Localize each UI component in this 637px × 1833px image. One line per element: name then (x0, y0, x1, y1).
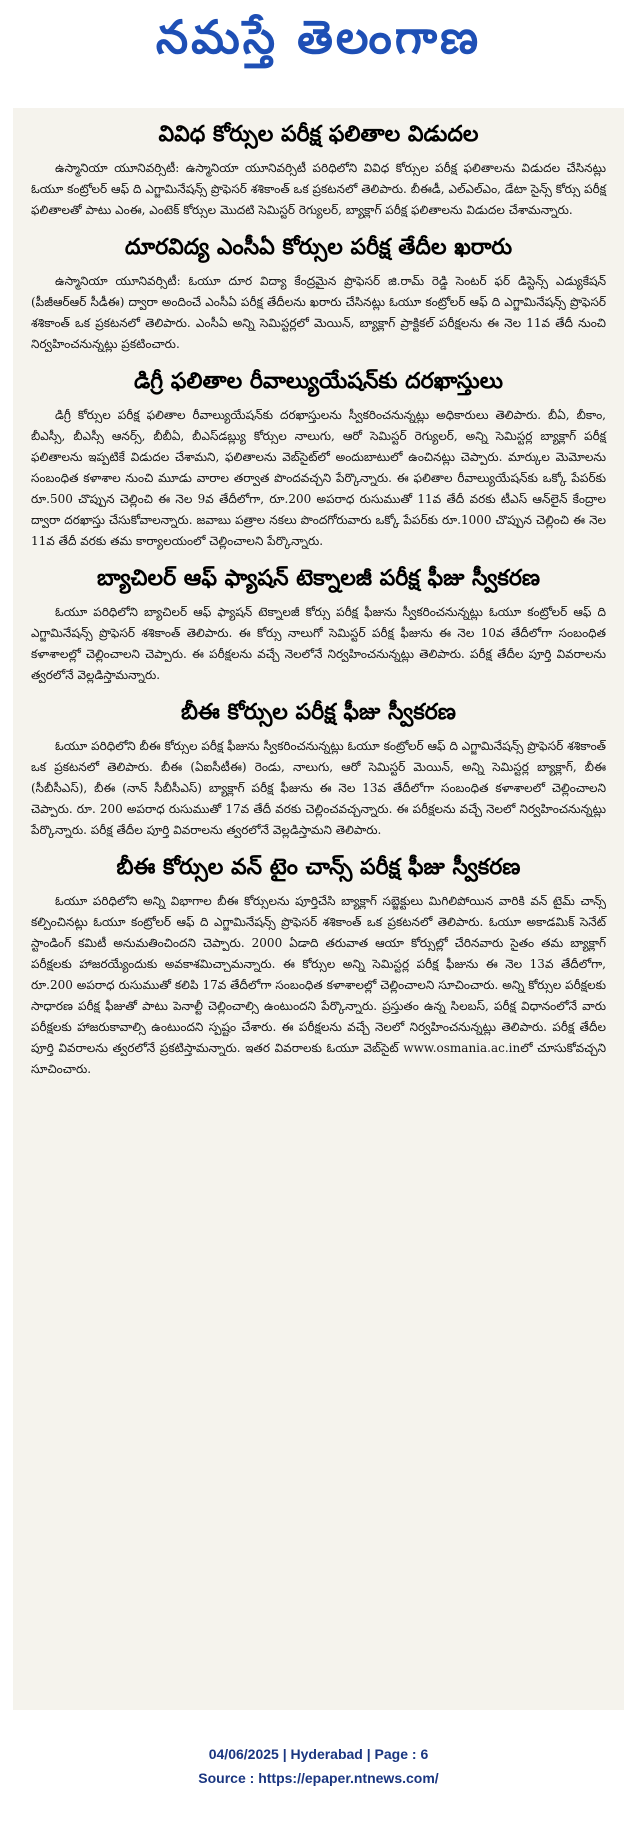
article-headline: దూరవిద్య ఎంసీఏ కోర్సుల పరీక్ష తేదీల ఖరారు (124, 235, 513, 260)
article (13, 233, 624, 355)
article-body: ఉస్మానియా యూనివర్సిటీ: ఓయూ దూర విద్యా కేంద్రమైన ప్రొఫెసర్ జి.రామ్ రెడ్డి సెంటర్ ఫర్ డిస్టెన్స్ ఎడ్యుకేషన్ (పీజీఆర్ఆర్ సీడీఈ) ద్వారా అందించే ఎంసీఏ పరీక్ష తేదీలను ఖరారు చేసినట్లు ఓయూ కంట్రోలర్ ఆఫ్ ది ఎగ్జామినేషన్స్ ప్రొఫెసర్ శశికాంత్ ఒక ప్రకటనలో తెలిపారు. ఎంసీఏ అన్ని సెమిస్టర్లలో మెయిన్, బ్యాక్లాగ్ ప్రాక్టికల్ పరీక్షలను ఈ నెల 11వ తేదీ నుంచి నిర్వహించనున్నట్లు ప్రకటించారు. (31, 274, 606, 351)
article-headline: వివిధ కోర్సుల పరీక్ష ఫలితాల విడుదల (158, 122, 479, 147)
article-headline: బీఈ కోర్సుల వన్ టైం చాన్స్ పరీక్ష ఫీజు స్వీకరణ (116, 855, 521, 880)
article-body: ఓయూ పరిధిలోని బీఈ కోర్సుల పరీక్ష ఫీజును స్వీకరించనున్నట్లు ఓయూ కంట్రోలర్ ఆఫ్ ది ఎగ్జామినేషన్స్ ప్రొఫెసర్ శశికాంత్ ఒక ప్రకటనలో తెలిపారు. బీఈ (ఏఐసీటీఈ) రెండు, నాలుగు, ఆరో సెమిస్టర్ మెయిన్, అన్ని సెమిస్టర్ల బ్యాక్లాగ్, బీఈ (సీబీసీఎస్), బీఈ (నాన్ సీబీసీఎస్) బ్యాక్లాగ్ పరీక్ష ఫీజును ఈ నెల 13వ తేదీలోగా సంబంధిత కళాశాలలో చెల్లించాలని చెప్పారు. రూ. 200 అపరాధ రుసుముతో 17వ తేదీ వరకు చెల్లించవచ్చన్నారు. ఈ పరీక్షలను వచ్చే నెలలో నిర్వహించనున్నట్లు పేర్కొన్నారు. పరీక్ష తేదీల పూర్తి వివరాలను త్వరలోనే వెల్లడిస్తామని తెలిపారు. (31, 739, 606, 837)
source-link[interactable]: Source : https://epaper.ntnews.com/ (198, 1770, 439, 1786)
article-body: ఓయూ పరిధిలోని బ్యాచిలర్ ఆఫ్ ఫ్యాషన్ టెక్నాలజీ కోర్సు పరీక్ష ఫీజును స్వీకరించనున్నట్లు ఓయూ కంట్రోలర్ ఆఫ్ ది ఎగ్జామినేషన్స్ ప్రొఫెసర్ శశికాంత్ తెలిపారు. ఈ కోర్సు నాలుగో సెమిస్టర్ పరీక్ష ఫీజును ఈ నెల 10వ తేదీలోగా సంబంధిత కళాశాలల్లో చెల్లించాలని చెప్పారు. ఈ పరీక్షలను వచ్చే నెలలోనే నిర్వహించనున్నట్లు తెలిపారు. పరీక్ష తేదీల పూర్తి వివరాలను త్వరలోనే వెల్లడిస్తామన్నారు. (31, 605, 606, 682)
article (13, 564, 624, 686)
article (13, 698, 624, 841)
article (13, 120, 624, 221)
article-headline: డిగ్రీ ఫలితాల రీవాల్యుయేషన్‌కు దరఖాస్తులు (133, 369, 504, 394)
article-body: ఓయూ పరిధిలోని అన్ని విభాగాల బీఈ కోర్సులను పూర్తిచేసి బ్యాక్లాగ్ సబ్జెక్టులు మిగిలిపోయిన వారికి వన్ టైమ్ చాన్స్ కల్పించినట్లు ఓయూ కంట్రోలర్ ఆఫ్ ది ఎగ్జామినేషన్స్ ప్రొఫెసర్ శశికాంత్ ఒక ప్రకటనలో తెలిపారు. ఓయూ అకాడమిక్ సెనేట్ స్టాండింగ్ కమిటీ అనుమతించిందని చెప్పారు. 2000 ఏడాది తరువాత ఆయా కోర్సుల్లో చేరినవారు సైతం తమ బ్యాక్లాగ్ పరీక్షలకు హాజరయ్యేందుకు అవకాశమిచ్చామన్నారు. ఈ కోర్సుల అన్ని సెమిస్టర్ల పరీక్ష ఫీజును ఈ నెల 13వ తేదీలోగా, రూ.200 అపరాధ రుసుముతో కలిపి 17వ తేదీలోగా సంబంధిత కళాశాలల్లో చెల్లించాలని సూచించారు. అన్ని కోర్సుల పరీక్షలకు సాధారణ పరీక్ష ఫీజుతో పాటు పెనాల్టీ చెల్లించాల్సి ఉంటుందని పేర్కొన్నారు. ప్రస్తుతం ఉన్న సిలబస్, పరీక్ష విధానంలోనే వారు పరీక్షలకు హాజరుకావాల్సి ఉంటుందని స్పష్టం చేశారు. ఈ పరీక్షలను వచ్చే నెలలో నిర్వహించనున్నట్లు తెలిపారు. పరీక్ష తేదీల పూర్తి వివరాలను త్వరలోనే ప్రకటిస్తామన్నారు. ఇతర వివరాలకు ఓయూ వెబ్‌సైట్ www.osmania.ac.inలో చూసుకోవచ్చని సూచించారు. (31, 894, 606, 1076)
newspaper-logo: నమస్తే తెలంగాణ (155, 10, 482, 64)
publication-meta: 04/06/2025 | Hyderabad | Page : 6 (208, 1746, 429, 1762)
news-clipping (13, 108, 624, 1710)
masthead (0, 0, 637, 100)
article-body: డిగ్రీ కోర్సుల పరీక్ష ఫలితాల రీవాల్యుయేషన్‌కు దరఖాస్తులను స్వీకరించనున్నట్లు అధికారులు తెలిపారు. బీఏ, బీకాం, బీఎస్సీ, బీఎస్సీ ఆనర్స్, బీబీఏ, బీఎస్‌డబ్ల్యు కోర్సుల నాలుగు, ఆరో సెమిస్టర్ రెగ్యులర్, అన్ని సెమిస్టర్ల బ్యాక్లాగ్ పరీక్ష ఫలితాలను ఇప్పటికే విడుదల చేశామని, ఫలితాలను వెబ్‌సైట్‌లో అందుబాటులో ఉంచినట్లు చెప్పారు. మార్కుల మెమోలను సంబంధిత కళాశాల నుంచి మూడు వారాల తర్వాత పొందవచ్చని పేర్కొన్నారు. ఈ ఫలితాల రీవాల్యుయేషన్‌కు ఒక్కో పేపర్‌కు రూ.500 చొప్పున చెల్లించి ఈ నెల 9వ తేదీలోగా, రూ.200 అపరాధ రుసుముతో 11వ తేదీ వరకు టీఎస్ ఆన్‌లైన్ కేంద్రాల ద్వారా దరఖాస్తు చేసుకోవాలన్నారు. జవాబు పత్రాల నకలు పొందగోరువారు ఒక్కో పేపర్‌కు రూ.1000 చొప్పున చెల్లించి ఈ నెల 11వ తేదీ వరకు తమ కార్యాలయంలో చెల్లించాలని పేర్కొన్నారు. (31, 408, 606, 548)
article (13, 853, 624, 1080)
article-headline: బీఈ కోర్సుల పరీక్ష ఫీజు స్వీకరణ (181, 700, 456, 725)
article-headline: బ్యాచిలర్ ఆఫ్ ఫ్యాషన్ టెక్నాలజీ పరీక్ష ఫీజు స్వీకరణ (96, 566, 541, 591)
article-body: ఉస్మానియా యూనివర్సిటీ: ఉస్మానియా యూనివర్సిటీ పరిధిలోని వివిధ కోర్సుల పరీక్ష ఫలితాలను విడుదల చేసినట్లు ఓయూ కంట్రోలర్ ఆఫ్ ది ఎగ్జామినేషన్స్ ప్రొఫెసర్ శశికాంత్ ఒక ప్రకటనలో తెలిపారు. బీఈడీ, ఎల్ఎల్ఎం, డేటా సైన్స్ కోర్సు పరీక్ష ఫలితాలతో పాటు ఎంఈ, ఎంటెక్ కోర్సుల మొదటి సెమిస్టర్ రెగ్యులర్, బ్యాక్లాగ్ పరీక్ష ఫలితాలను విడుదల చేశామన్నారు. (31, 161, 606, 217)
article (13, 367, 624, 552)
